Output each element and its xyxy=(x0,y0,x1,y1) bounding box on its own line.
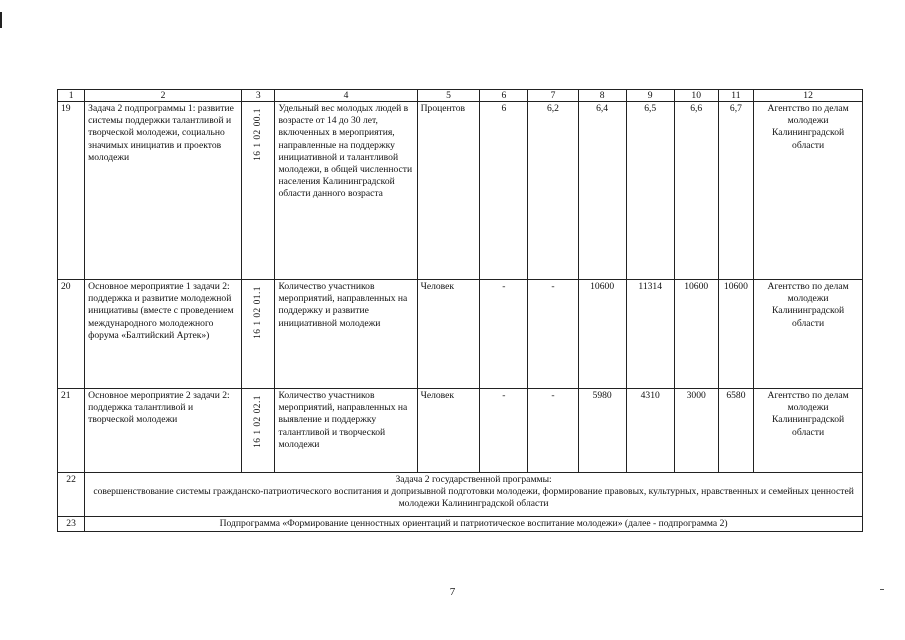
task-name: Основное мероприятие 1 задачи 2: поддержка и развитие молодежной инициативы (вместе с проведением международного молодежного форума «Балтийский Артек») xyxy=(85,280,242,389)
indicator-text: Количество участников мероприятий, направленных на выявление и поддержку талантливой и творческой молодежи xyxy=(275,389,417,473)
budget-code: 16 1 02 01.1 xyxy=(253,286,264,339)
column-number: 9 xyxy=(626,90,674,102)
value-col9: 6,5 xyxy=(626,102,674,280)
column-number: 4 xyxy=(275,90,417,102)
value-col7: 6,2 xyxy=(528,102,578,280)
page-number: 7 xyxy=(449,586,456,598)
value-col7: - xyxy=(528,280,578,389)
responsible-agency: Агентство по делам молодежи Калининградской области xyxy=(754,102,863,280)
budget-code-cell xyxy=(241,280,274,389)
column-number: 5 xyxy=(417,90,480,102)
task-heading-row xyxy=(58,473,863,517)
column-number: 6 xyxy=(480,90,528,102)
value-col8: 6,4 xyxy=(578,102,626,280)
scan-edge-mark xyxy=(0,12,2,28)
value-col10: 6,6 xyxy=(674,102,718,280)
indicator-text: Количество участников мероприятий, направленных на поддержку и развитие инициативной молодежи xyxy=(275,280,417,389)
value-col8: 5980 xyxy=(578,389,626,473)
budget-code: 16 1 02 02.1 xyxy=(253,395,264,448)
value-col10: 3000 xyxy=(674,389,718,473)
row-number: 21 xyxy=(58,389,85,473)
value-col10: 10600 xyxy=(674,280,718,389)
column-number: 2 xyxy=(85,90,242,102)
row-number: 19 xyxy=(58,102,85,280)
value-col6: 6 xyxy=(480,102,528,280)
unit-text: Человек xyxy=(417,280,480,389)
program-task-text: совершенствование системы гражданско-патриотического воспитания и допризывной подготовки молодежи, формирование правовых, культурных, нравственных и семейных ценностей молодежи Калининградской области xyxy=(93,486,854,510)
table-row xyxy=(58,280,863,389)
value-col7: - xyxy=(528,389,578,473)
budget-code-cell xyxy=(241,389,274,473)
column-number: 8 xyxy=(578,90,626,102)
unit-text: Человек xyxy=(417,389,480,473)
budget-code-cell xyxy=(241,102,274,280)
column-number: 10 xyxy=(674,90,718,102)
subprogram-row xyxy=(58,517,863,532)
row-number: 22 xyxy=(58,473,85,517)
indicator-text: Удельный вес молодых людей в возрасте от 14 до 30 лет, включенных в мероприятия, направленные на поддержку инициативной и талантливой молодежи, в общей численности населения Калининградской области данного возраста xyxy=(275,102,417,280)
value-col6: - xyxy=(480,389,528,473)
budget-code: 16 1 02 00.1 xyxy=(253,108,264,161)
program-task-cell xyxy=(85,473,863,517)
value-col9: 4310 xyxy=(626,389,674,473)
column-number: 1 xyxy=(58,90,85,102)
value-col8: 10600 xyxy=(578,280,626,389)
table-row xyxy=(58,389,863,473)
indicators-table xyxy=(57,89,863,532)
value-col9: 11314 xyxy=(626,280,674,389)
row-number: 20 xyxy=(58,280,85,389)
table-row xyxy=(58,102,863,280)
column-number: 12 xyxy=(754,90,863,102)
value-col11: 6580 xyxy=(718,389,754,473)
column-number: 3 xyxy=(241,90,274,102)
task-name: Основное мероприятие 2 задачи 2: поддержка талантливой и творческой молодежи xyxy=(85,389,242,473)
responsible-agency: Агентство по делам молодежи Калининградской области xyxy=(754,280,863,389)
responsible-agency: Агентство по делам молодежи Калининградской области xyxy=(754,389,863,473)
value-col11: 10600 xyxy=(718,280,754,389)
subprogram-title: Подпрограмма «Формирование ценностных ориентаций и патриотическое воспитание молодежи» (далее - подпрограмма 2) xyxy=(85,517,863,532)
task-name: Задача 2 подпрограммы 1: развитие системы поддержки талантливой и творческой молодежи, социально значимых инициатив и проектов молодежи xyxy=(85,102,242,280)
value-col11: 6,7 xyxy=(718,102,754,280)
unit-text: Процентов xyxy=(417,102,480,280)
row-number: 23 xyxy=(58,517,85,532)
value-col6: - xyxy=(480,280,528,389)
program-task-title: Задача 2 государственной программы: xyxy=(395,474,552,485)
column-number: 7 xyxy=(528,90,578,102)
column-number-row xyxy=(58,90,863,102)
column-number: 11 xyxy=(718,90,754,102)
